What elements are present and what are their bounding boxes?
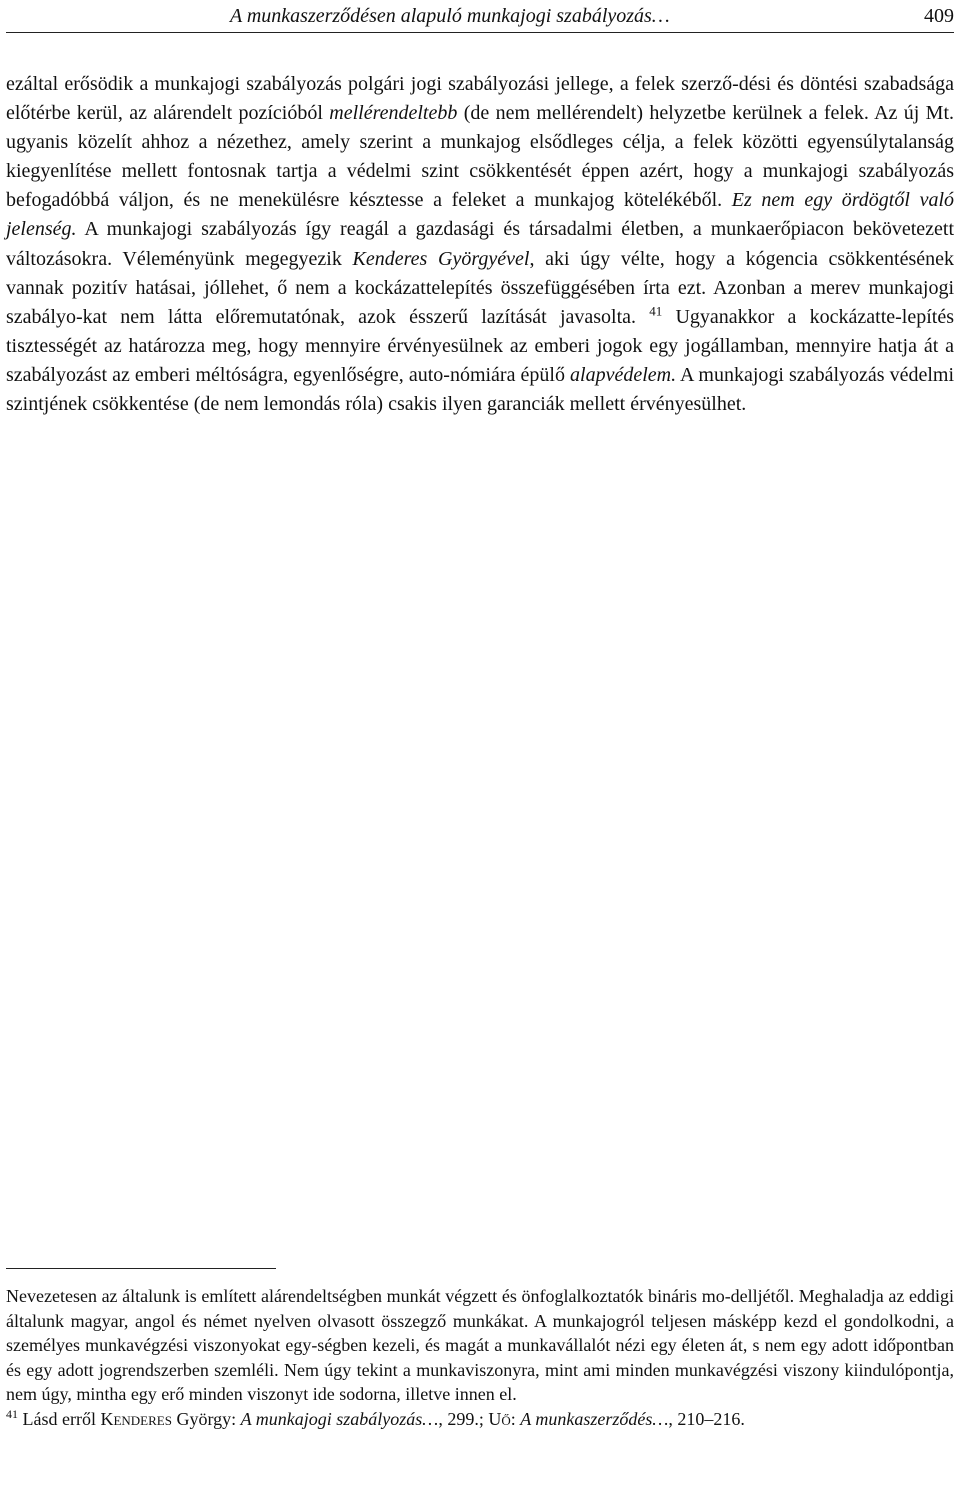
footnote-text: Lásd erről (18, 1408, 101, 1429)
italic-sentence: Ez nem egy ördögtől való jelenség. (6, 189, 954, 241)
italic-term: alapvédelem. (570, 363, 677, 386)
author-initial: K (100, 1408, 114, 1429)
author-surname-rest: enderes (113, 1408, 172, 1429)
ibid-initial: U (488, 1408, 502, 1429)
main-paragraph (6, 70, 954, 419)
text-segment: Ugyanakkor a kockázatte-lepítés tisztességét az határozza meg, hogy mennyire érvényesülnek az emberi jogok egy jogállamban, mennyire hatja át a szabályozást az emberi méltóságra, egyenlőségre, auto-nómiára épülő (6, 305, 954, 386)
text-segment: A munkajogi szabályozás így reagál a gazdasági és társadalmi életben, a munkaerőpiacon bekövetezett változásokra. Véleményünk megegyezik (6, 218, 954, 270)
footnote-reference[interactable]: 41 (649, 303, 663, 319)
footnote-ibid (488, 1409, 510, 1429)
footnote-number: 41 (6, 1406, 18, 1421)
text-segment: ezáltal erősödik a munkajogi szabályozás polgári jogi szabályozási jellege, a felek szerző-dési és döntési szabadsága előtérbe kerül, az alárendelt pozícióból (6, 73, 954, 125)
footnotes-area (6, 1284, 954, 1431)
running-header (6, 0, 954, 33)
ibid-rest: ő (501, 1408, 511, 1429)
text-segment: (de nem mellérendelt) helyzetbe kerülnek a felek. Az új Mt. ugyanis közelít ahhoz a nézethez, amely szerint a munkajog elsődleges célja, a felek közötti egyensúlytalanság kiegyenlítése mellett fontosnak tartja a védelmi szint csökkentését éppen azért, hogy a munkajogi szabályozás befogadóbbá váljon, és ne menekülésre késztesse a feleket a munkajog kötelékéből. (6, 102, 954, 212)
text-segment: A munkajogi szabályozás védelmi szintjének csökkentése (de nem lemondás róla) csakis ilyen garanciák mellett érvényesülhet. (6, 363, 955, 416)
footnote-text: : (510, 1408, 521, 1429)
footnote-separator (6, 1268, 276, 1269)
footnote-continued: Nevezetesen az általunk is említett alárendeltségben munkát végzett és önfoglalkoztatók bináris mo-delljétől. Meghaladja az eddigi általunk magyar, angol és német nyelven olvasott összegző munkákat. A munkajogról teljesen másképp kezd el gondolkodni, a személyes munkavégzési viszonyokat egy-ségben kezeli, és magát a munkavállalót nézi egy életen át, s nem egy adott időpontban és egy adott jogrendszerben szemléli. Nem úgy tekint a munkaviszonyra, mint ami minden munkavégzési viszony kiindulópontja, nem úgy, mintha egy erő minden viszonyt ide sodorna, illetve innen el. (6, 1286, 954, 1404)
italic-term: mellérendeltebb (329, 102, 458, 125)
page-number: 409 (924, 5, 954, 27)
footnote-text: , 299.; (438, 1408, 489, 1429)
cited-work-title: A munkajogi szabályozás… (240, 1408, 439, 1429)
running-header-title: A munkaszerződésen alapuló munkajogi szabályozás… (230, 5, 670, 27)
footnote-author (100, 1409, 172, 1429)
cited-work-title: A munkaszerződés… (520, 1408, 669, 1429)
footnote-41 (6, 1407, 954, 1432)
text-segment: , aki úgy vélte, hogy a kógencia csökkentésének vannak pozitív hatásai, jóllehet, ő nem a kockázattelepítés összefüggésében írta ezt. Azonban a merev munkajogi szabályo-kat nem látta előremutatónak, azok ésszerű lazítását javasolta. (6, 247, 955, 328)
footnote-text: György: (171, 1408, 241, 1429)
footnote-pages: , 210–216. (668, 1408, 745, 1429)
italic-author-name: Kenderes Györgyével (352, 247, 530, 270)
